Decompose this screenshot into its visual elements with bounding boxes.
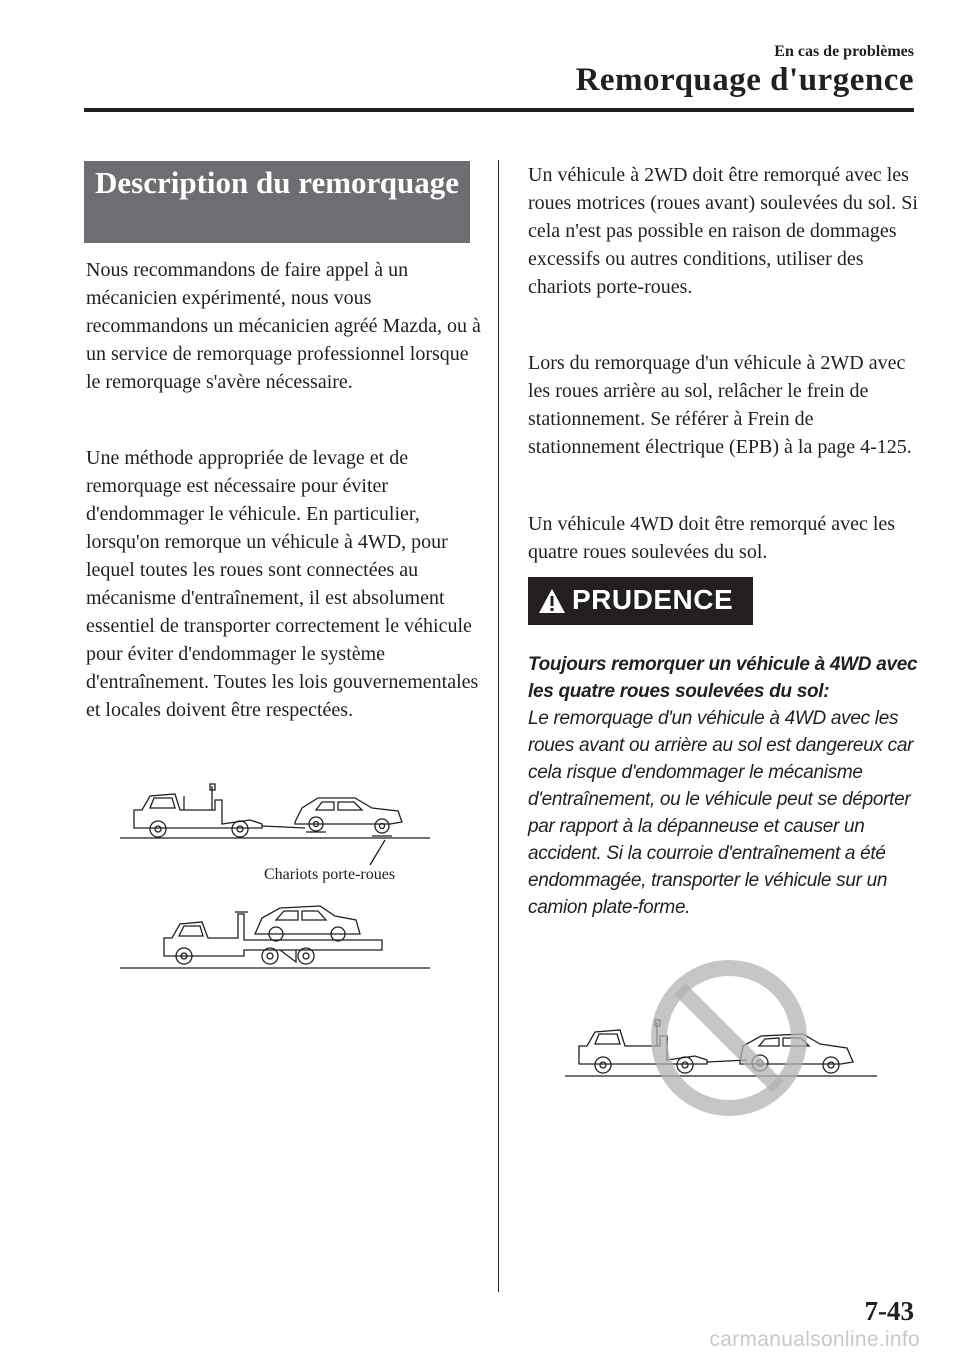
caution-banner	[528, 577, 753, 625]
caution-body: Le remorquage d'un véhicule à 4WD avec les roues avant ou arrière au sol est dangereux car cela risque d'endommager le mécanisme d'entraînement, ou le véhicule peut se déporter par rapport à la dépanneuse et causer un accident. Si la courroie d'entraînement a été endommagée, transporter le véhicule sur un camion plate-forme.	[528, 708, 914, 918]
header-title: Remorquage d'urgence	[575, 62, 914, 98]
parking-brake-paragraph: Lors du remorquage d'un véhicule à 2WD avec les roues arrière au sol, relâcher le frein de stationnement. Se référer à Frein de stationnement électrique (EPB) à la page 4-125.	[528, 352, 912, 458]
caution-heading: Toujours remorquer un véhicule à 4WD avec les quatre roues soulevées du sol:	[528, 654, 918, 702]
section-title-box	[84, 161, 470, 243]
page-number: 7-43	[864, 1296, 914, 1326]
2wd-paragraph: Un véhicule à 2WD doit être remorqué avec les roues motrices (roues avant) soulevées du sol. Si cela n'est pas possible en raison de dommages excessifs ou autres conditions, utiliser des chariots porte-roues.	[528, 164, 918, 298]
watermark: carmanualsonline.info	[709, 1328, 920, 1351]
flatbed-truck-illustration	[120, 900, 430, 970]
method-paragraph: Une méthode appropriée de levage et de remorquage est nécessaire pour éviter d'endommager le véhicule. En particulier, lorsqu'on remorque un véhicule à 4WD, pour lequel toutes les roues sont connectées au mécanisme d'entraînement, il est absolument essentiel de transporter correctement le véhicule pour éviter d'endommager le système d'entraînement. Toutes les lois gouvernementales et locales doivent être respectées.	[86, 447, 479, 721]
column-divider	[498, 160, 499, 1292]
intro-paragraph: Nous recommandons de faire appel à un mécanicien expérimenté, nous vous recommandons un mécanicien agréé Mazda, ou à un service de remorquage professionnel lorsque le remorquage s'avère nécessaire.	[86, 259, 481, 393]
figure-label-wheel-dollies: Chariots porte-roues	[264, 866, 396, 883]
4wd-paragraph: Un véhicule 4WD doit être remorqué avec les quatre roues soulevées du sol.	[528, 513, 896, 563]
prohibited-tow-illustration	[565, 950, 877, 1128]
header-section-label: En cas de problèmes	[774, 43, 914, 60]
tow-truck-dolly-illustration	[120, 780, 430, 845]
caution-label: PRUDENCE	[572, 584, 734, 615]
warning-triangle-icon	[538, 588, 566, 614]
section-title: Description du remorquage	[95, 165, 459, 200]
header-rule	[84, 108, 914, 112]
